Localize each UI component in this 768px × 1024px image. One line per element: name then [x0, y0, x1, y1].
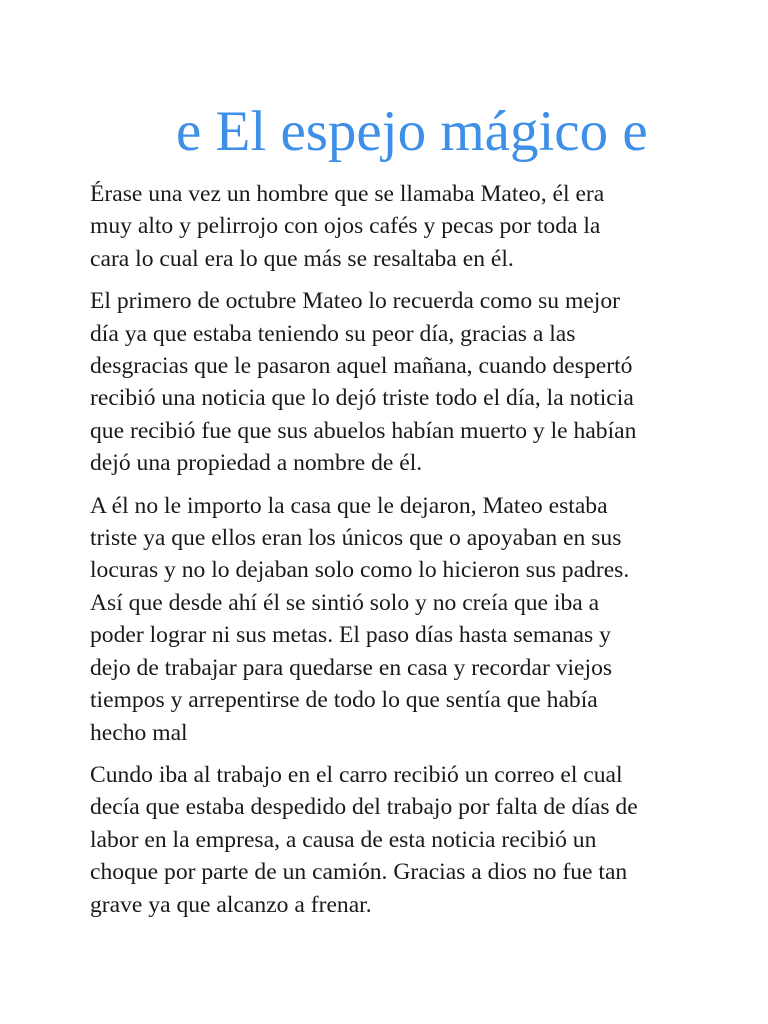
text-line: que recibió fue que sus abuelos habían muerto y le habían: [90, 417, 637, 444]
text-line: El primero de octubre Mateo lo recuerda como su mejor: [90, 288, 621, 315]
text-line: recibió una noticia que lo dejó triste todo el día, la noticia: [90, 385, 634, 412]
paragraph-1: [90, 178, 690, 275]
text-line: A él no le importo la casa que le dejaron, Mateo estaba: [90, 492, 608, 519]
text-line: poder lograr ni sus metas. El paso días hasta semanas y: [90, 622, 611, 649]
text-line: muy alto y pelirrojo con ojos cafés y pecas por toda la: [90, 213, 601, 240]
text-line: dejo de trabajar para quedarse en casa y recordar viejos: [90, 654, 613, 681]
text-line: cara lo cual era lo que más se resaltaba en él.: [90, 245, 514, 272]
text-line: Así que desde ahí él se sintió solo y no creía que iba a: [90, 589, 600, 616]
text-line: dejó una propiedad a nombre de él.: [90, 450, 423, 477]
paragraph-4: [90, 759, 690, 921]
paragraph-3: [90, 490, 690, 749]
text-line: locuras y no lo dejaban solo como lo hicieron sus padres.: [90, 557, 630, 584]
text-line: hecho mal: [90, 719, 188, 746]
document-body: [90, 178, 690, 931]
text-line: grave ya que alcanzo a frenar.: [90, 891, 372, 918]
text-line: tiempos y arrepentirse de todo lo que sentía que había: [90, 687, 598, 714]
text-line: día ya que estaba teniendo su peor día, gracias a las: [90, 320, 576, 347]
text-line: desgracias que le pasaron aquel mañana, cuando despertó: [90, 353, 633, 380]
text-line: labor en la empresa, a causa de esta noticia recibió un: [90, 826, 597, 853]
text-line: choque por parte de un camión. Gracias a dios no fue tan: [90, 859, 628, 886]
text-line: Cundo iba al trabajo en el carro recibió un correo el cual: [90, 761, 623, 788]
paragraph-2: [90, 285, 690, 479]
text-line: decía que estaba despedido del trabajo por falta de días de: [90, 794, 638, 821]
document-title: e El espejo mágico e: [176, 100, 648, 163]
text-line: triste ya que ellos eran los únicos que o apoyaban en sus: [90, 525, 622, 552]
text-line: Érase una vez un hombre que se llamaba Mateo, él era: [90, 181, 605, 207]
